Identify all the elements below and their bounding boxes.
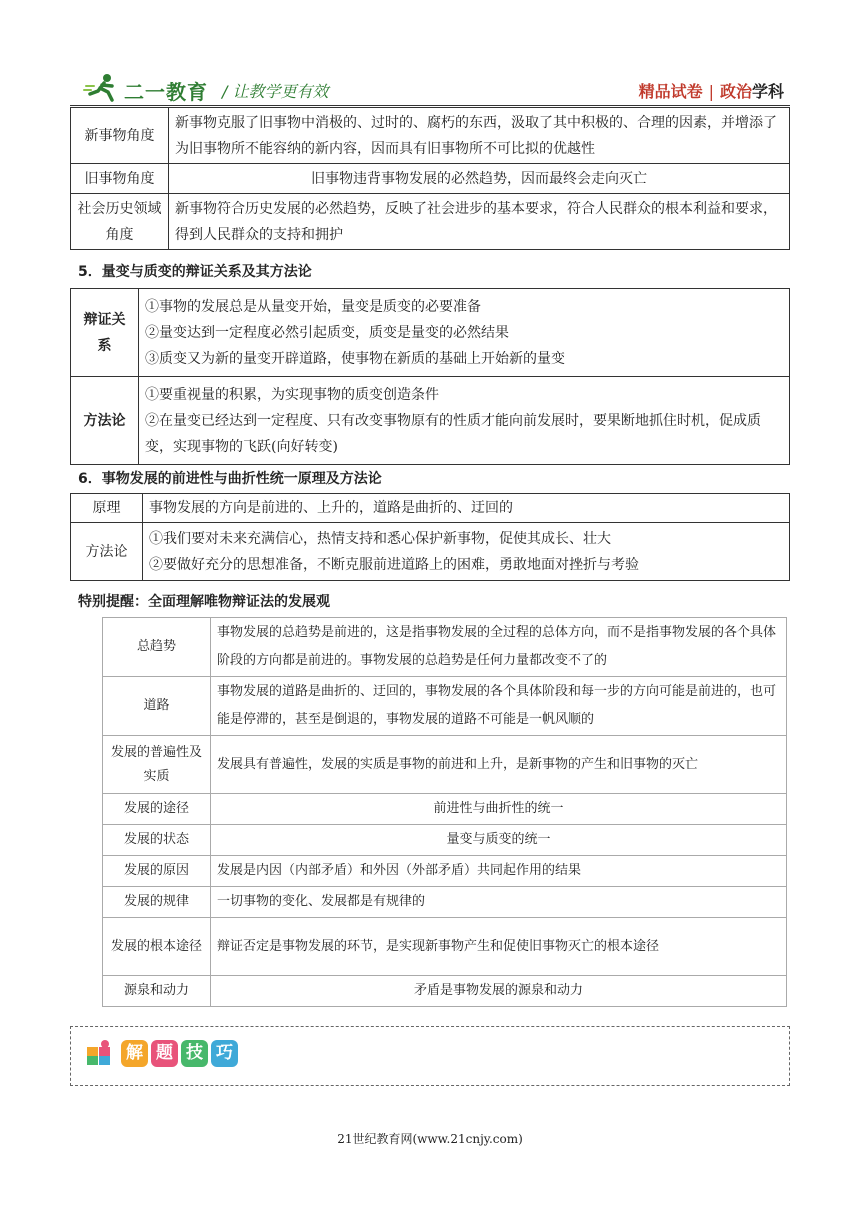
tips-char: 题: [151, 1040, 178, 1067]
page-footer: 21世纪教育网(www.21cnjy.com): [337, 1132, 523, 1146]
table-row: [103, 976, 787, 1007]
row-content: 矛盾是事物发展的源泉和动力: [211, 976, 787, 1007]
tips-char: 巧: [211, 1040, 238, 1067]
slogan: / 让教学更有效: [222, 82, 329, 101]
brand-name: 二一教育: [124, 80, 208, 104]
line: ②量变达到一定程度必然引起质变，质变是量变的必然结果: [145, 324, 509, 341]
line: ③质变又为新的量变开辟道路，使事物在新质的基础上开始新的量变: [145, 350, 565, 367]
table-row: [71, 164, 790, 194]
row-label: 社会历史领域角度: [71, 194, 169, 250]
row-label: 发展的状态: [103, 825, 211, 856]
table-row: [71, 523, 790, 581]
row-label: 道路: [103, 677, 211, 736]
row-label: 发展的原因: [103, 856, 211, 887]
line: ①要重视量的积累，为实现事物的质变创造条件: [145, 386, 439, 403]
table-row: [103, 887, 787, 918]
table-row: [71, 494, 790, 523]
row-label: 新事物角度: [71, 108, 169, 164]
row-content: 发展具有普遍性，发展的实质是事物的前进和上升，是新事物的产生和旧事物的灭亡: [211, 736, 787, 794]
row-label: 原理: [71, 494, 143, 523]
solving-tips-box: [70, 1026, 790, 1086]
page-header: [70, 70, 790, 106]
quantity-quality-table: [70, 288, 790, 465]
line: ①事物的发展总是从量变开始，量变是质变的必要准备: [145, 298, 481, 315]
row-content: 旧事物违背事物发展的必然趋势，因而最终会走向灭亡: [169, 164, 790, 194]
table-row: [103, 825, 787, 856]
section-6-title: 6．事物发展的前进性与曲折性统一原理及方法论: [78, 471, 382, 487]
row-content: [139, 289, 790, 377]
row-label: 发展的途径: [103, 794, 211, 825]
special-reminder-title: 特别提醒：全面理解唯物辩证法的发展观: [78, 594, 330, 610]
row-label: 辩证关系: [71, 289, 139, 377]
row-content: 事物发展的总趋势是前进的，这是指事物发展的全过程的总体方向，而不是指事物发展的各个具体阶段的方向都是前进的。事物发展的总趋势是任何力量都改变不了的: [211, 618, 787, 677]
row-content: 量变与质变的统一: [211, 825, 787, 856]
new-old-things-table: [70, 107, 790, 250]
row-content: 新事物克服了旧事物中消极的、过时的、腐朽的东西，汲取了其中积极的、合理的因素，并增添了为旧事物所不能容纳的新内容，因而具有旧事物所不可比拟的优越性: [169, 108, 790, 164]
subject-suffix: 学科: [751, 82, 784, 101]
table-row: [103, 794, 787, 825]
header-right: [639, 79, 784, 102]
tips-char: 技: [181, 1040, 208, 1067]
paper-type: 精品试卷: [638, 82, 703, 101]
table-row: [103, 677, 787, 736]
tips-char: 解: [121, 1040, 148, 1067]
header-separator: |: [708, 82, 714, 101]
row-content: [139, 377, 790, 465]
section-5-title: 5．量变与质变的辩证关系及其方法论: [78, 264, 312, 280]
row-content: [143, 523, 790, 581]
table-row: [103, 736, 787, 794]
progress-twist-table: [70, 493, 790, 581]
row-label: 发展的根本途径: [103, 918, 211, 976]
row-content: 辩证否定是事物发展的环节，是实现新事物产生和促使旧事物灭亡的根本途径: [211, 918, 787, 976]
row-content: 前进性与曲折性的统一: [211, 794, 787, 825]
table-row: [71, 289, 790, 377]
row-label: 方法论: [71, 523, 143, 581]
row-label: 发展的普遍性及实质: [103, 736, 211, 794]
table-row: [71, 108, 790, 164]
row-content: 新事物符合历史发展的必然趋势，反映了社会进步的基本要求，符合人民群众的根本利益和要求，得到人民群众的支持和拥护: [169, 194, 790, 250]
table-row: [103, 918, 787, 976]
puzzle-icon: [87, 1039, 111, 1065]
development-view-table: [102, 617, 787, 1007]
row-content: 事物发展的方向是前进的、上升的，道路是曲折的、迂回的: [143, 494, 790, 523]
tips-title: [121, 1040, 238, 1067]
row-label: 总趋势: [103, 618, 211, 677]
row-content: 发展是内因（内部矛盾）和外因（外部矛盾）共同起作用的结果: [211, 856, 787, 887]
row-label: 发展的规律: [103, 887, 211, 918]
table-row: [71, 377, 790, 465]
row-content: 一切事物的变化、发展都是有规律的: [211, 887, 787, 918]
row-label: 旧事物角度: [71, 164, 169, 194]
table-row: [103, 618, 787, 677]
line: ②要做好充分的思想准备，不断克服前进道路上的困难，勇敢地面对挫折与考验: [149, 556, 639, 573]
running-man-logo-icon: [82, 72, 122, 104]
table-row: [71, 194, 790, 250]
subject-name: 政治: [719, 82, 752, 101]
table-row: [103, 856, 787, 887]
row-content: 事物发展的道路是曲折的、迂回的，事物发展的各个具体阶段和每一步的方向可能是前进的，也可能是停滞的，甚至是倒退的，事物发展的道路不可能是一帆风顺的: [211, 677, 787, 736]
line: ①我们要对未来充满信心，热情支持和悉心保护新事物，促使其成长、壮大: [149, 530, 611, 547]
row-label: 源泉和动力: [103, 976, 211, 1007]
line: ②在量变已经达到一定程度、只有改变事物原有的性质才能向前发展时，要果断地抓住时机，促成质变，实现事物的飞跃(向好转变): [145, 412, 761, 455]
row-label: 方法论: [71, 377, 139, 465]
